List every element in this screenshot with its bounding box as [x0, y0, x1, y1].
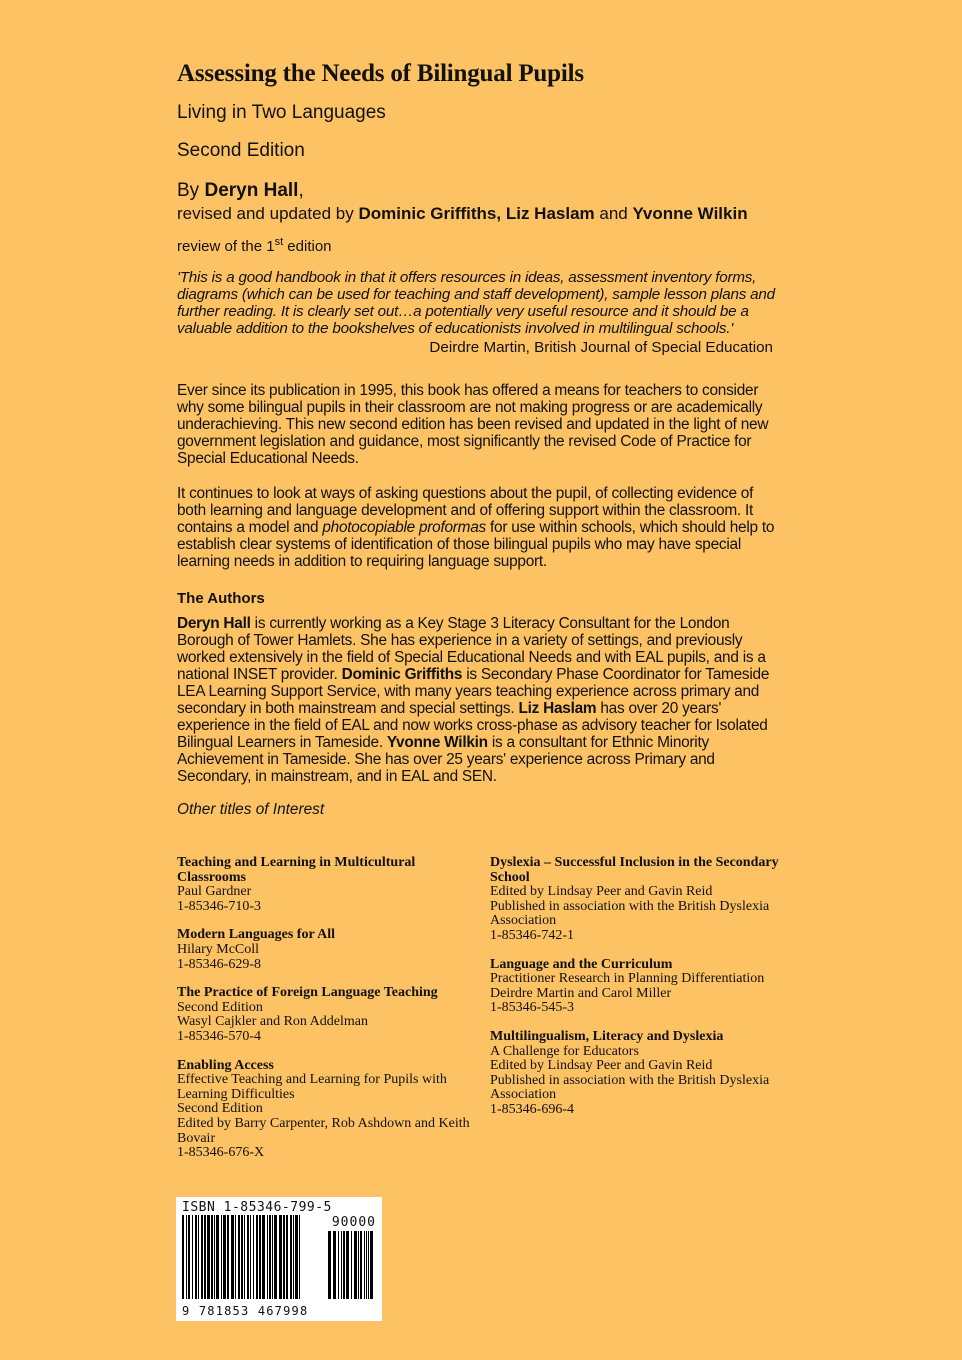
book-entry-line: Edited by Lindsay Peer and Gavin Reid	[490, 1058, 713, 1074]
barcode-bar	[250, 1215, 251, 1299]
book-title: Assessing the Needs of Bilingual Pupils	[177, 60, 584, 87]
byline	[177, 180, 777, 202]
book-entry-line: Paul Gardner	[177, 884, 252, 900]
book-subtitle: Living in Two Languages	[177, 102, 386, 123]
barcode-bar	[247, 1215, 249, 1299]
reviser-3: Yvonne Wilkin	[632, 204, 748, 223]
author-bio-text-4: is a consultant for Ethnic Minority Achievement in Tameside. She has over 25 years' experience across Primary and Secondary, in mainstream, and in EAL and SEN.	[177, 734, 715, 785]
ean-number: 9 781853 467998	[182, 1304, 309, 1318]
author-bio-name-1: Deryn Hall	[177, 615, 251, 632]
other-titles-heading: Other titles of Interest	[177, 801, 325, 818]
barcode-bar	[201, 1215, 203, 1299]
book-entry	[490, 856, 790, 944]
barcode-bar	[274, 1215, 277, 1299]
revised-prefix: revised and updated by	[177, 204, 354, 223]
barcode-bar	[354, 1231, 357, 1299]
book-entry-line: Edited by Lindsay Peer and Gavin Reid	[490, 884, 713, 900]
barcode-bar	[241, 1215, 243, 1299]
book-entry	[177, 1059, 477, 1161]
book-entry	[490, 1030, 790, 1118]
barcode-bar	[198, 1215, 199, 1299]
barcode-bar	[256, 1215, 258, 1299]
isbn-barcode	[176, 1197, 382, 1321]
barcode-bar	[214, 1215, 215, 1299]
barcode-bar	[360, 1231, 362, 1299]
barcode-addon-bars	[328, 1231, 376, 1299]
barcode-bar	[269, 1215, 271, 1299]
book-entry-title: Language and the Curriculum	[490, 956, 673, 972]
book-entry-line: A Challenge for Educators	[490, 1043, 639, 1059]
barcode-bar	[328, 1231, 331, 1299]
book-entry-line: Hilary McColl	[177, 941, 260, 957]
barcode-bar	[272, 1215, 273, 1299]
barcode-bar	[235, 1215, 236, 1299]
barcode-bar	[262, 1215, 265, 1299]
barcode-bar	[295, 1215, 298, 1299]
back-cover-text	[177, 60, 777, 819]
barcode-bar	[293, 1215, 294, 1299]
barcode-bar	[221, 1215, 222, 1299]
barcode-bar	[211, 1215, 213, 1299]
barcode-bar	[368, 1231, 369, 1299]
barcode-bar	[286, 1215, 288, 1299]
barcode-bar	[358, 1231, 359, 1299]
author-bio-name-2: Dominic Griffiths	[341, 666, 463, 683]
description-paragraph-2	[177, 485, 777, 570]
barcode-bar	[253, 1215, 254, 1299]
book-entry-title: Enabling Access	[177, 1057, 274, 1073]
isbn-number: ISBN 1-85346-799-5	[182, 1200, 332, 1215]
review-sup: st	[274, 236, 284, 248]
book-entry-line: 1-85346-545-3	[490, 1000, 574, 1016]
review-prefix: review of the 1	[177, 238, 275, 255]
barcode-bar	[341, 1231, 342, 1299]
barcode-bar	[299, 1215, 300, 1299]
barcode-bar	[192, 1215, 193, 1299]
book-entry-line: Published in association with the British Dyslexia Association	[490, 898, 770, 929]
book-entry-title: Modern Languages for All	[177, 927, 336, 943]
other-titles-right-column	[490, 856, 790, 1132]
para2-start: It continues to look at ways of asking questions about the pupil, of collecting evidence of both learning and language development and of offering support within the classroom. It contains a model and	[177, 485, 754, 536]
barcode-bar	[283, 1215, 285, 1299]
book-entry-title: Multilingualism, Literacy and Dyslexia	[490, 1028, 724, 1044]
barcode-bar	[238, 1215, 240, 1299]
book-entry-line: Edited by Barry Carpenter, Rob Ashdown and Keith Bovair	[177, 1115, 470, 1146]
description-paragraph-1: Ever since its publication in 1995, this book has offered a means for teachers to consider why some bilingual pupils in their classroom are not making progress or are academically underachieving. This new second edition has been revised and updated in the light of new government legislation and guidance, most significantly the revised Code of Practice for Special Educational Needs.	[177, 382, 769, 467]
barcode-bar	[244, 1215, 245, 1299]
book-entry-line: 1-85346-676-X	[177, 1145, 265, 1161]
book-entry-line: 1-85346-629-8	[177, 956, 261, 972]
review-suffix: edition	[287, 238, 332, 255]
book-entry	[177, 986, 477, 1044]
book-entry-line: 1-85346-570-4	[177, 1028, 261, 1044]
book-entry-title: Teaching and Learning in Multicultural Classrooms	[177, 855, 416, 885]
book-entry-line: Second Edition	[177, 999, 263, 1015]
reviser-1: Dominic Griffiths,	[358, 204, 502, 223]
para2-end: for use within schools, which should help to establish clear systems of identification of those bilingual pupils who may have special learning needs in addition to requiring language support.	[177, 519, 775, 570]
barcode-bars	[182, 1215, 304, 1299]
book-entry-line: Second Edition	[177, 1101, 263, 1117]
barcode-bar	[366, 1231, 367, 1299]
quote-attribution: Deirdre Martin, British Journal of Special Education	[429, 339, 773, 356]
author-bio-text-1: is currently working as a Key Stage 3 Literacy Consultant for the London Borough of Tower Hamlets. She has experience in a variety of settings, and previously worked extensively in the field of Special Educational Needs and with EAL pupils, and is a national INSET provider.	[177, 615, 766, 683]
barcode-bar	[364, 1231, 365, 1299]
barcode-bar	[186, 1215, 187, 1299]
barcode-bar	[370, 1231, 373, 1299]
barcode-bar	[216, 1215, 219, 1299]
barcode-bar	[338, 1231, 339, 1299]
barcode-addon-number: 90000	[331, 1215, 376, 1230]
book-entry-line: Effective Teaching and Learning for Pupils with Learning Difficulties	[177, 1072, 447, 1102]
barcode-bar	[207, 1215, 210, 1299]
author-bio-text-2: is Secondary Phase Coordinator for Tameside LEA Learning Support Service, with many years teaching experience across primary and secondary in both mainstream and special settings.	[177, 666, 770, 717]
para2-italic: photocopiable proformas	[322, 519, 486, 536]
book-entry	[177, 928, 477, 972]
book-entry-line: Practitioner Research in Planning Differentiation	[490, 971, 765, 987]
barcode-bar	[223, 1215, 226, 1299]
book-entry-line: Published in association with the British Dyslexia Association	[490, 1072, 770, 1103]
author-name: Deryn Hall	[204, 180, 299, 201]
author-bio-name-4: Yvonne Wilkin	[386, 734, 488, 751]
barcode-bar	[290, 1215, 292, 1299]
book-entry-line: 1-85346-696-4	[490, 1101, 574, 1117]
barcode-bar	[195, 1215, 197, 1299]
edition-label: Second Edition	[177, 140, 305, 161]
authors-bio	[177, 615, 777, 785]
barcode-bar	[267, 1215, 268, 1299]
barcode-bar	[188, 1215, 190, 1299]
book-entry-line: 1-85346-742-1	[490, 927, 574, 943]
book-entry-line: Wasyl Cajkler and Ron Addelman	[177, 1014, 368, 1030]
book-entry-title: The Practice of Foreign Language Teaching	[177, 985, 438, 1001]
revisers-line	[177, 204, 777, 224]
author-bio-name-3: Liz Haslam	[518, 700, 597, 717]
barcode-bar	[343, 1231, 345, 1299]
review-quote: 'This is a good handbook in that it offers resources in ideas, assessment inventory forms, diagrams (which can be used for teaching and staff development), sample lesson plans and further reading. It is clearly set out…a potentially very useful resource and it should be a valuable addition to the bookshelves of educationists involved in multilingual schools.'	[177, 269, 775, 337]
revisers-and: and	[599, 204, 628, 223]
barcode-bar	[351, 1231, 352, 1299]
book-entry-line: 1-85346-710-3	[177, 898, 261, 914]
byline-comma: ,	[298, 180, 304, 201]
barcode-bar	[279, 1215, 282, 1299]
reviser-2: Liz Haslam	[505, 204, 595, 223]
barcode-bar	[231, 1215, 234, 1299]
book-entry	[490, 958, 790, 1016]
barcode-bar	[333, 1231, 336, 1299]
barcode-bar	[346, 1231, 349, 1299]
barcode-bar	[204, 1215, 206, 1299]
book-entry	[177, 856, 477, 914]
review-label	[177, 236, 777, 255]
barcode-bar	[259, 1215, 261, 1299]
book-entry-title: Dyslexia – Successful Inclusion in the Secondary School	[490, 855, 779, 885]
barcode-bar	[182, 1215, 184, 1299]
authors-heading: The Authors	[177, 590, 265, 607]
book-entry-line: Deirdre Martin and Carol Miller	[490, 985, 672, 1001]
author-bio-text-3: has over 20 years' experience in the field of EAL and now works cross-phase as advisory teacher for Isolated Bilingual Learners in Tameside.	[177, 700, 768, 751]
other-titles-left-column	[177, 856, 477, 1175]
by-word: By	[177, 180, 200, 201]
barcode-bar	[227, 1215, 229, 1299]
